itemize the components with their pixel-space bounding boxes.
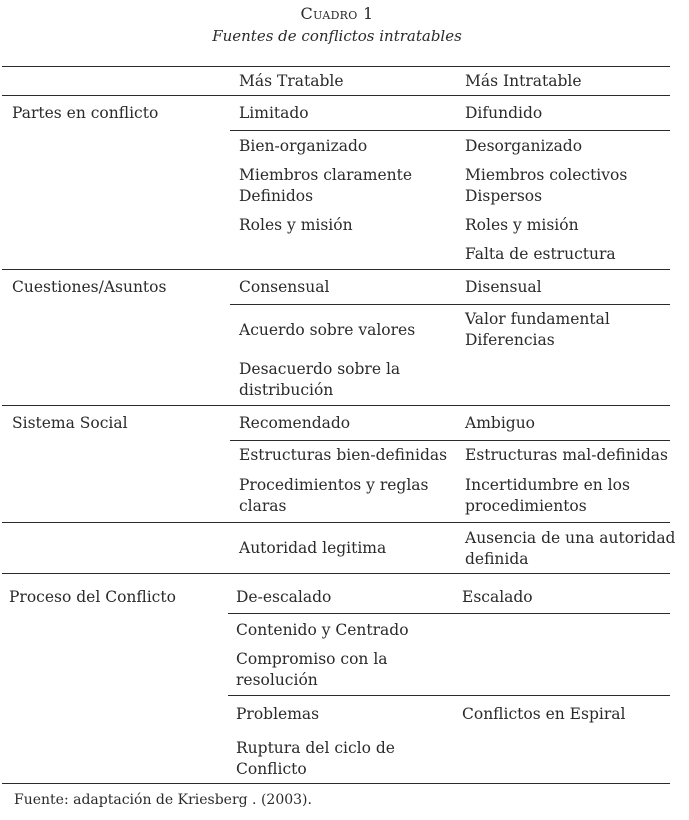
cell-tractable: Compromiso con la resolución — [236, 650, 388, 689]
cell-intractable: Valor fundamental Diferencias — [465, 310, 610, 349]
table-number: Cuadro 1 — [300, 4, 374, 23]
cell-intractable: Roles y misión — [465, 216, 579, 234]
cell-tractable: Miembros claramente Definidos — [239, 166, 413, 205]
table-title: Fuentes de conflictos intratables — [212, 27, 462, 45]
cell-intractable: Estructuras mal-definidas — [465, 446, 668, 464]
cell-tractable: Acuerdo sobre valores — [239, 321, 416, 339]
cell-intractable: Ambiguo — [465, 414, 536, 432]
cell-intractable: Disensual — [465, 278, 542, 296]
cell-intractable: Falta de estructura — [465, 245, 616, 263]
section-rule — [2, 405, 670, 406]
row-subrule — [228, 695, 670, 696]
cell-intractable: Miembros colectivos Dispersos — [465, 166, 628, 205]
table-source-note: Fuente: adaptación de Kriesberg . (2003). — [14, 792, 312, 808]
section-label: Cuestiones/Asuntos — [12, 278, 167, 296]
cell-tractable: Limitado — [239, 104, 309, 122]
cell-tractable: Estructuras bien-definidas — [239, 446, 448, 464]
cell-tractable: De-escalado — [236, 588, 332, 606]
cell-tractable: Roles y misión — [239, 216, 353, 234]
cell-intractable: Ausencia de una autoridad definida — [465, 529, 676, 568]
section-subrule — [230, 130, 670, 131]
section-rule — [2, 573, 670, 574]
cell-tractable: Desacuerdo sobre la distribución — [239, 360, 401, 399]
section-rule — [2, 269, 670, 270]
row-rule — [2, 522, 670, 523]
column-header-intractable: Más Intratable — [465, 72, 582, 90]
cell-intractable: Escalado — [462, 588, 533, 606]
section-subrule — [230, 304, 670, 305]
cell-tractable: Contenido y Centrado — [236, 621, 409, 639]
section-label: Sistema Social — [12, 414, 128, 432]
cell-intractable: Difundido — [465, 104, 543, 122]
section-subrule — [230, 440, 670, 441]
cell-tractable: Recomendado — [239, 414, 351, 432]
bottom-rule — [2, 783, 670, 784]
header-rule — [2, 95, 670, 96]
column-header-tractable: Más Tratable — [239, 72, 344, 90]
cell-tractable: Autoridad legitima — [239, 539, 387, 557]
top-rule — [2, 66, 670, 67]
cell-tractable: Consensual — [239, 278, 330, 296]
section-label: Proceso del Conflicto — [9, 588, 176, 606]
cell-intractable: Incertidumbre en los procedimientos — [465, 476, 630, 515]
cell-tractable: Procedimientos y reglas claras — [239, 476, 429, 515]
cell-tractable: Problemas — [236, 705, 320, 723]
section-subrule — [228, 613, 670, 614]
cell-intractable: Conflictos en Espiral — [462, 705, 626, 723]
section-label: Partes en conflicto — [12, 104, 159, 122]
cell-intractable: Desorganizado — [465, 137, 583, 155]
cell-tractable: Ruptura del ciclo de Conflicto — [236, 739, 395, 778]
cell-tractable: Bien-organizado — [239, 137, 368, 155]
